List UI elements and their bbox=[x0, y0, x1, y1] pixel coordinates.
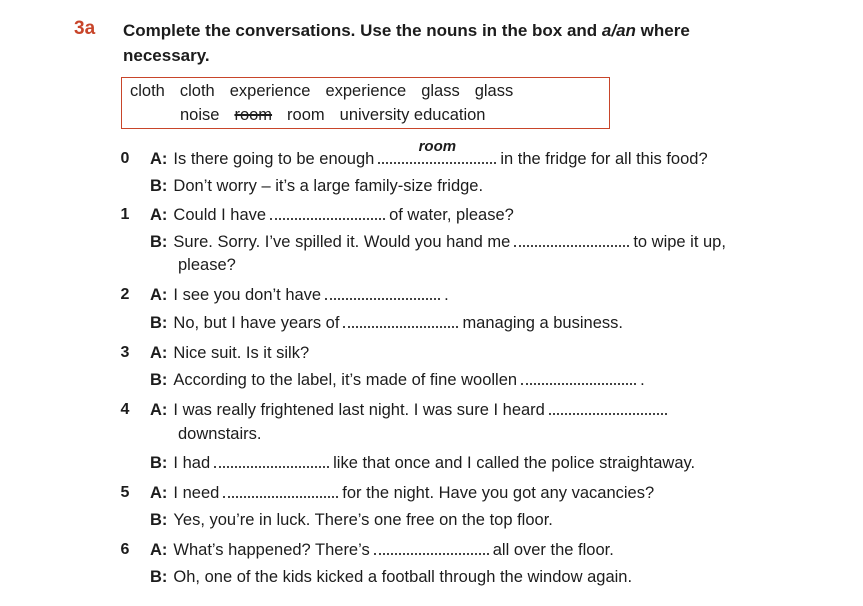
item-6-line-a bbox=[150, 539, 614, 561]
speaker-label: B: bbox=[150, 177, 168, 195]
item-4-line-a bbox=[150, 399, 671, 421]
line-text: Oh, one of the kids kicked a football through the window again. bbox=[173, 568, 633, 586]
word-room-crossed-out: room bbox=[234, 106, 273, 124]
item-0-line-a bbox=[150, 138, 708, 170]
instruction-article: a/an bbox=[601, 21, 636, 40]
line-text: Nice suit. Is it silk? bbox=[173, 344, 310, 362]
answer-blank[interactable] bbox=[325, 284, 440, 300]
item-number-2: 2 bbox=[120, 286, 130, 303]
answer-blank[interactable] bbox=[343, 312, 458, 328]
line-text-before: I need bbox=[173, 484, 220, 502]
speaker-label: B: bbox=[150, 511, 168, 529]
line-text: downstairs. bbox=[178, 425, 262, 443]
line-text-before: What’s happened? There’s bbox=[173, 541, 370, 559]
speaker-label: A: bbox=[150, 401, 168, 419]
speaker-label: A: bbox=[150, 206, 168, 224]
word-box-row-1 bbox=[130, 79, 513, 103]
word-room: room bbox=[287, 106, 325, 124]
item-6-line-b bbox=[150, 566, 632, 588]
speaker-label: A: bbox=[150, 344, 168, 362]
item-3-line-a bbox=[150, 342, 309, 364]
line-text: please? bbox=[178, 256, 236, 274]
speaker-label: A: bbox=[150, 541, 168, 559]
item-number-3: 3 bbox=[120, 344, 130, 361]
line-text-after: . bbox=[640, 371, 645, 389]
speaker-label: B: bbox=[150, 371, 168, 389]
word-noise: noise bbox=[180, 106, 220, 124]
item-number-4: 4 bbox=[120, 401, 130, 418]
word-glass-2: glass bbox=[474, 82, 514, 100]
item-4-line-b bbox=[178, 423, 261, 445]
item-number-1: 1 bbox=[120, 206, 130, 223]
line-text-before: According to the label, it’s made of fine woollen bbox=[173, 371, 518, 389]
line-text-before: Is there going to be enough bbox=[173, 150, 375, 168]
line-text-before: I was really frightened last night. I was sure I heard bbox=[173, 401, 545, 419]
example-answer: room bbox=[418, 138, 457, 155]
line-text-after: in the fridge for all this food? bbox=[500, 150, 708, 168]
word-cloth-1: cloth bbox=[130, 82, 165, 100]
exercise-number: 3a bbox=[74, 18, 96, 39]
line-text-before: I had bbox=[173, 454, 211, 472]
item-5-line-b bbox=[150, 509, 553, 531]
line-text-before: No, but I have years of bbox=[173, 314, 340, 332]
item-4-line-c bbox=[150, 452, 695, 474]
line-text-after: . bbox=[444, 286, 449, 304]
word-box bbox=[121, 77, 610, 129]
line-text-before: Could I have bbox=[173, 206, 267, 224]
item-5-line-a bbox=[150, 482, 654, 504]
answer-blank[interactable] bbox=[270, 204, 385, 220]
item-0-line-b bbox=[150, 175, 483, 197]
item-number-6: 6 bbox=[120, 541, 130, 558]
speaker-label: A: bbox=[150, 484, 168, 502]
line-text-after: for the night. Have you got any vacancies? bbox=[342, 484, 655, 502]
line-text-after: to wipe it up, bbox=[633, 233, 726, 251]
line-text: Don’t worry – it’s a large family-size fridge. bbox=[173, 177, 484, 195]
word-box-row-2 bbox=[180, 103, 485, 127]
speaker-label: B: bbox=[150, 233, 168, 251]
speaker-label: A: bbox=[150, 286, 168, 304]
answer-blank[interactable] bbox=[223, 482, 338, 498]
line-text-after: managing a business. bbox=[462, 314, 623, 332]
line-text-before: Sure. Sorry. I’ve spilled it. Would you hand me bbox=[173, 233, 511, 251]
speaker-label: A: bbox=[150, 150, 168, 168]
line-text-after: of water, please? bbox=[389, 206, 514, 224]
word-university-education: university education bbox=[339, 106, 486, 124]
speaker-label: B: bbox=[150, 568, 168, 586]
item-1-line-a bbox=[150, 204, 514, 226]
answer-blank[interactable] bbox=[549, 399, 667, 415]
instruction-text-2: where necessary. bbox=[123, 21, 690, 65]
line-text-after: like that once and I called the police straightaway. bbox=[333, 454, 696, 472]
item-2-line-a bbox=[150, 284, 449, 306]
speaker-label: B: bbox=[150, 454, 168, 472]
line-text: Yes, you’re in luck. There’s one free on the top floor. bbox=[173, 511, 553, 529]
exercise-instruction bbox=[123, 18, 763, 68]
answer-blank bbox=[378, 138, 496, 164]
answer-blank[interactable] bbox=[214, 452, 329, 468]
item-1-line-c bbox=[178, 254, 236, 276]
line-text-after: all over the floor. bbox=[492, 541, 614, 559]
item-number-0: 0 bbox=[120, 150, 130, 167]
instruction-text-1: Complete the conversations. Use the nouns in the box and bbox=[123, 21, 602, 40]
speaker-label: B: bbox=[150, 314, 168, 332]
item-3-line-b bbox=[150, 369, 645, 391]
word-glass-1: glass bbox=[421, 82, 460, 100]
item-1-line-b bbox=[150, 231, 726, 253]
word-experience-1: experience bbox=[229, 82, 311, 100]
answer-blank[interactable] bbox=[521, 369, 636, 385]
item-number-5: 5 bbox=[120, 484, 130, 501]
answer-blank[interactable] bbox=[374, 539, 489, 555]
answer-blank[interactable] bbox=[514, 231, 629, 247]
word-cloth-2: cloth bbox=[179, 82, 215, 100]
word-experience-2: experience bbox=[325, 82, 407, 100]
line-text-before: I see you don’t have bbox=[173, 286, 322, 304]
item-2-line-b bbox=[150, 312, 623, 334]
